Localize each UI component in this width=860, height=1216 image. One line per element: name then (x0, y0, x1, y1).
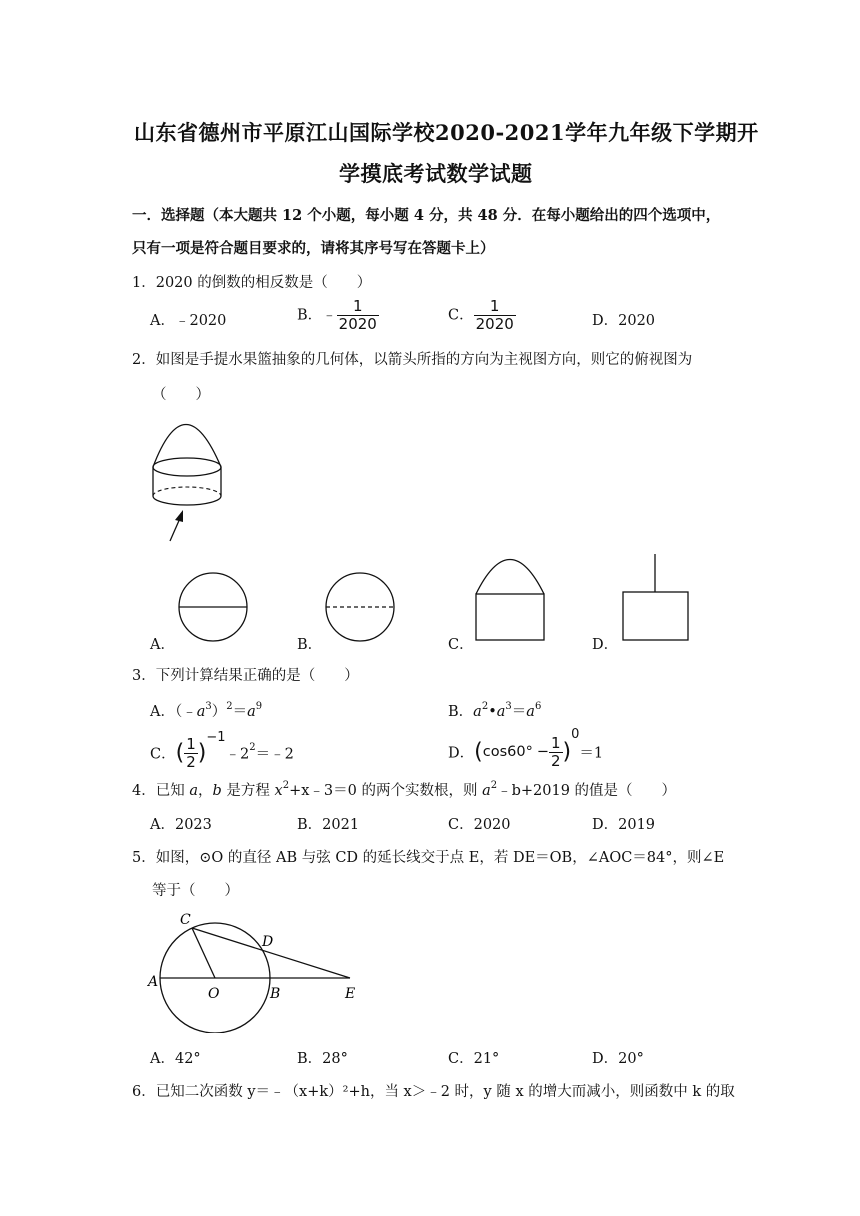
q5-circle-figure (145, 908, 365, 1033)
q3-option-d: D．(cos60° − $\frac{1}{2}$ )0＝1 (448, 727, 604, 770)
q1-option-b: B．﹣ $\frac{1}{2020}$ (297, 297, 377, 333)
q3-option-b: B．$a^2•a^3=a^6$ (448, 701, 542, 720)
q4-option-a: A．2023 (150, 817, 212, 833)
section-heading-line-1: 一．选择题（本大题共 12 个小题，每小题 4 分，共 48 分．在每小题给出的四个选项中， (132, 207, 721, 224)
q3-option-c: C．( $\frac{1}{2}$ )$-1﹣2^2=﹣2$ (150, 730, 294, 771)
q3-option-a: A．$(﹣a^3)^2=a^9$ (150, 701, 263, 720)
q6-stem: 6．已知二次函数 y＝﹣（x+k）²+h，当 x＞﹣2 时，y 随 x 的增大而减小，则函数中 k 的取 (132, 1084, 735, 1100)
q2-option-c-figure (470, 553, 550, 643)
q5-option-b: B．28° (297, 1051, 348, 1067)
q5-stem-line-1: 5．如图，⊙O 的直径 AB 与弦 CD 的延长线交于点 E，若 DE＝OB，∠AOC＝84°，则∠E (132, 850, 725, 866)
q2-option-d-figure (620, 550, 692, 644)
q5-label-b: B (270, 986, 281, 1002)
q1-stem: 1．2020 的倒数的相反数是（ ） (132, 275, 372, 291)
q5-label-e: E (345, 986, 356, 1002)
q5-option-a: A．42° (150, 1051, 201, 1067)
q1-option-c: C． $\frac{1}{2020}$ (448, 297, 514, 333)
q5-label-a: A (148, 974, 159, 990)
q2-option-a: A． (150, 637, 175, 653)
q2-stem-line-2: （ ） (152, 387, 210, 403)
q4-stem: 4．已知 a，b 是方程 $x^2+x﹣3=0$ 的两个实数根，则 $a^2﹣b+2019$ 的值是（ ） (132, 780, 677, 799)
section-heading-line-2: 只有一项是符合题目要求的，请将其序号写在答题卡上） (132, 240, 495, 257)
q2-option-b-figure (323, 570, 397, 644)
q2-basket-figure (145, 410, 235, 545)
q4-option-d: D．2019 (592, 817, 656, 833)
q4-option-b: B．2021 (297, 817, 360, 833)
q2-option-b: B． (297, 637, 323, 653)
q5-stem-line-2: 等于（ ） (152, 883, 239, 899)
q5-option-c: C．21° (448, 1051, 500, 1067)
title-line-2: 学摸底考试数学试题 (339, 161, 533, 186)
q1-option-a: A．﹣2020 (150, 313, 227, 329)
q4-option-c: C．2020 (448, 817, 511, 833)
q5-label-o: O (208, 986, 220, 1002)
q5-option-d: D．20° (592, 1051, 644, 1067)
q2-option-d: D． (592, 637, 619, 653)
q5-label-d: D (262, 934, 274, 950)
q2-option-c: C． (448, 637, 474, 653)
title-line-1: 山东省德州市平原江山国际学校2020-2021学年九年级下学期开 (134, 120, 759, 145)
q2-stem-line-1: 2．如图是手提水果篮抽象的几何体，以箭头所指的方向为主视图方向，则它的俯视图为 (132, 352, 693, 368)
q2-option-a-figure (176, 570, 250, 644)
q3-stem: 3．下列计算结果正确的是（ ） (132, 668, 359, 684)
q5-label-c: C (180, 912, 191, 928)
q1-option-d: D．2020 (592, 313, 656, 329)
